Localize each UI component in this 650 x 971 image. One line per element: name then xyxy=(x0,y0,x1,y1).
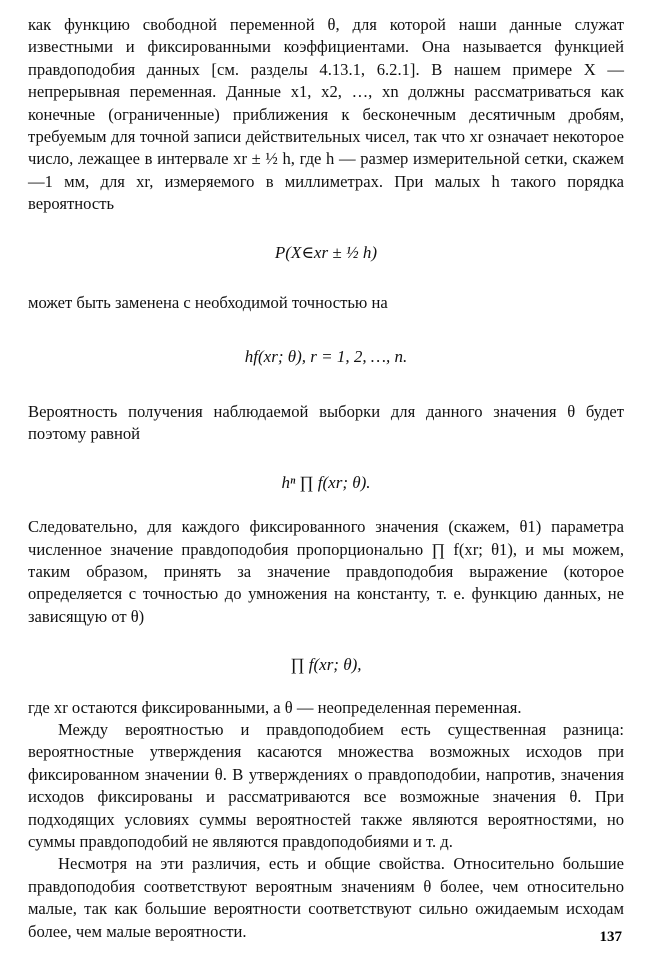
formula-sample-probability: hⁿ ∏ f(xr; θ). xyxy=(281,472,371,492)
paragraph-6: Между вероятностью и правдоподобием есть существенная разница: вероятностные утверждения касаются множества возможных исходов при фиксированном значении θ. В утверждениях о правдоподобии, напротив, значения исходов фиксированы и рассматриваются все возможные значения θ. При подходящих условиях суммы вероятностей также являются вероятностями, но суммы правдоподобий не являются правдоподобиями и т. д. xyxy=(28,719,624,851)
paragraph-7: Несмотря на эти различия, есть и общие свойства. Относительно большие правдоподобия соответствуют вероятным значениям θ более, чем относительно малые, так как большие вероятности соответствуют сильно ожидаемым исходам более, чем малые вероятности. xyxy=(28,854,624,941)
page-number: 137 xyxy=(599,929,622,945)
formula-likelihood-product: ∏ f(xr; θ), xyxy=(290,655,362,675)
paragraph-3: Вероятность получения наблюдаемой выборки для данного значения θ будет поэтому равной xyxy=(28,401,624,444)
paragraph-2: может быть заменена с необходимой точностью на xyxy=(28,293,388,313)
paragraph-5: где xr остаются фиксированными, а θ — неопределенная переменная. xyxy=(28,697,522,717)
formula-probability-interval: P(X∈xr ± ½ h) xyxy=(274,242,378,262)
formula-density-approximation: hf(xr; θ), r = 1, 2, …, n. xyxy=(244,347,408,367)
paragraph-1: как функцию свободной переменной θ, для которой наши данные служат известными и фиксированными коэффициентами. Она называется функцией правдоподобия данных [см. разделы 4.13.1, 6.2.1]. В нашем примере X — непрерывная переменная. Данные x1, x2, …, xn должны рассматриваться как конечные (ограниченные) приближения к бесконечным десятичным дробям, требуемым для точной записи действительных чисел, так что xr означает некоторое число, лежащее в интервале xr ± ½ h, где h — размер измерительной сетки, скажем —1 мм, для xr, измеряемого в миллиметрах. При малых h такого порядка вероятность xyxy=(28,15,624,214)
paragraph-4: Следовательно, для каждого фиксированного значения (скажем, θ1) параметра численное значение правдоподобия пропорционально ∏ f(xr; θ1), и мы можем, таким образом, принять за значение правдоподобия выражение (которое определяется с точностью до умножения на константу, т. е. функцию данных, не зависящую от θ) xyxy=(28,517,624,626)
